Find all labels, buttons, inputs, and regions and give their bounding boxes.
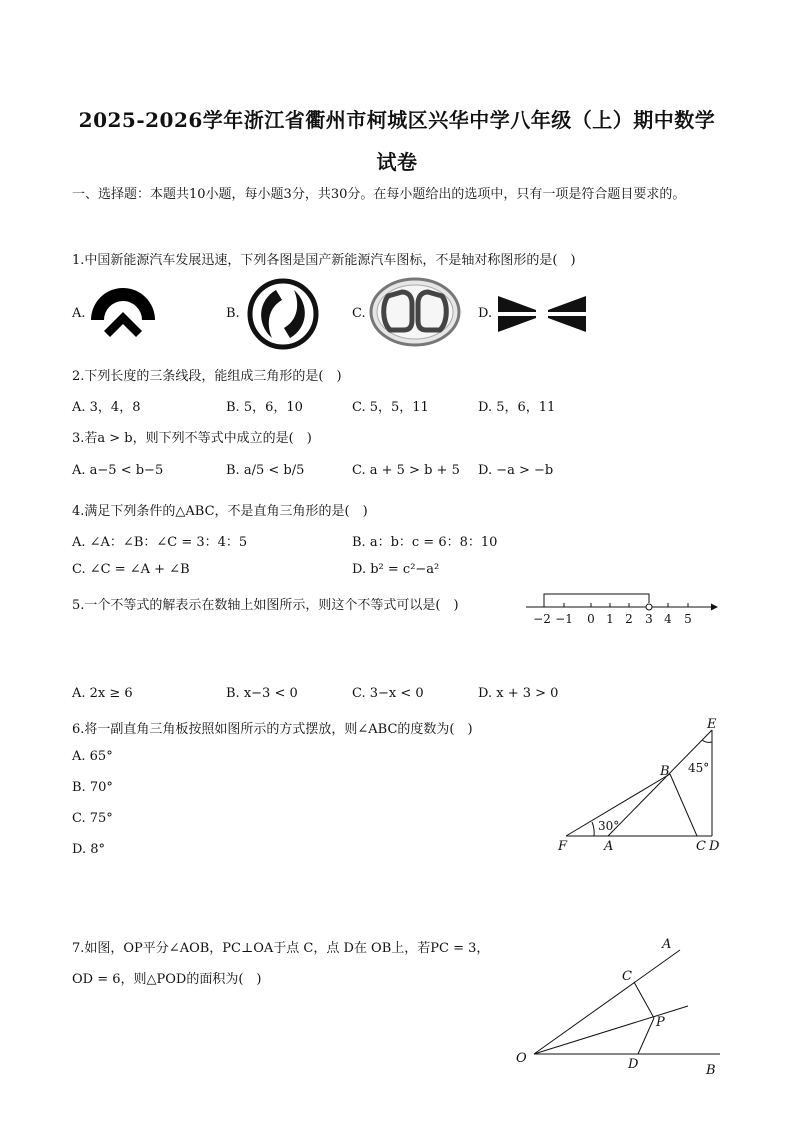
open-circle (646, 604, 652, 610)
logo-c-icon (368, 276, 462, 348)
label-p: P (656, 1015, 665, 1030)
q1-label-c: C. (352, 306, 366, 321)
label-c: C (622, 969, 632, 984)
q4-option-c: C. ∠C = ∠A + ∠B (72, 562, 190, 577)
q4-option-b: B. a：b：c = 6：8：10 (352, 535, 498, 550)
page-title-line2: 试卷 (376, 150, 418, 174)
q7-stem-line1: 7.如图，OP平分∠AOB，PC⊥OA于点 C，点 D在 OB上，若PC = 3， (72, 941, 490, 956)
angle-30-label: 30° (598, 819, 620, 833)
label-f: F (558, 839, 568, 854)
q3-option-b: B. a/5 < b/5 (226, 463, 305, 478)
q2-option-a: A. 3，4，8 (72, 400, 141, 415)
q3-option-c: C. a + 5 > b + 5 (352, 463, 460, 478)
label-b: B (706, 1063, 716, 1078)
label-d: D (628, 1057, 639, 1072)
q5-stem: 5.一个不等式的解表示在数轴上如图所示，则这个不等式可以是( ) (72, 598, 459, 613)
q3-stem: 3.若a > b，则下列不等式中成立的是( ) (72, 431, 312, 446)
label-o: O (516, 1051, 527, 1066)
q5-option-c: C. 3−x < 0 (352, 686, 424, 701)
label-e: E (707, 717, 717, 732)
q1-label-a: A. (72, 306, 86, 321)
axis-label: 5 (684, 612, 692, 626)
q4-option-d: D. b² = c²−a² (352, 562, 440, 577)
label-d: D (709, 839, 720, 854)
section-header: 一、选择题：本题共10小题，每小题3分，共30分。在每小题给出的选项中，只有一项是符合题目要求的。 (72, 187, 686, 202)
axis-label: 2 (625, 612, 633, 626)
q4-stem: 4.满足下列条件的△ABC，不是直角三角形的是( ) (72, 504, 368, 519)
q6-option-d: D. 8° (72, 842, 105, 857)
q6-option-b: B. 70° (72, 780, 113, 795)
axis-label: 1 (606, 612, 614, 626)
solution-bracket (544, 594, 649, 607)
q4-option-a: A. ∠A：∠B：∠C = 3：4：5 (72, 535, 248, 550)
axis-label: −2 (533, 612, 551, 626)
q2-option-d: D. 5，6，11 (478, 400, 556, 415)
q6-option-c: C. 75° (72, 811, 113, 826)
logo-d-icon (496, 292, 588, 336)
axis-label: 3 (645, 612, 653, 626)
axis-label: 4 (664, 612, 672, 626)
q2-option-b: B. 5，6，10 (226, 400, 303, 415)
page-title: 2025-2026学年浙江省衢州市柯城区兴华中学八年级（上）期中数学 (78, 108, 716, 132)
logo-b-icon (246, 278, 320, 350)
label-a: A (604, 839, 614, 854)
q5-option-b: B. x−3 < 0 (226, 686, 298, 701)
label-b: B (660, 764, 670, 779)
angle-45-label: 45° (688, 761, 710, 775)
q3-option-d: D. −a > −b (478, 463, 554, 478)
q7-stem-line2: OD = 6，则△POD的面积为( ) (72, 972, 262, 987)
q1-label-b: B. (226, 306, 240, 321)
q7-angle-figure (510, 930, 734, 1080)
q2-stem: 2.下列长度的三条线段，能组成三角形的是( ) (72, 369, 342, 384)
q1-stem: 1.中国新能源汽车发展迅速，下列各图是国产新能源汽车图标，不是轴对称图形的是( ) (72, 253, 576, 268)
q2-option-c: C. 5，5，11 (352, 400, 429, 415)
q5-option-a: A. 2x ≥ 6 (72, 686, 133, 701)
axis-label: −1 (555, 612, 573, 626)
q1-label-d: D. (478, 306, 493, 321)
axis-label: 0 (587, 612, 595, 626)
label-a: A (662, 937, 672, 952)
number-line-ticks (544, 603, 688, 607)
q5-option-d: D. x + 3 > 0 (478, 686, 559, 701)
logo-a-icon (88, 282, 158, 344)
q6-stem: 6.将一副直角三角板按照如图所示的方式摆放，则∠ABC的度数为( ) (72, 722, 473, 737)
q6-triangle-figure (552, 710, 732, 856)
label-c: C (696, 839, 706, 854)
q5-number-line (522, 588, 722, 628)
q6-option-a: A. 65° (72, 749, 113, 764)
q3-option-a: A. a−5 < b−5 (72, 463, 164, 478)
